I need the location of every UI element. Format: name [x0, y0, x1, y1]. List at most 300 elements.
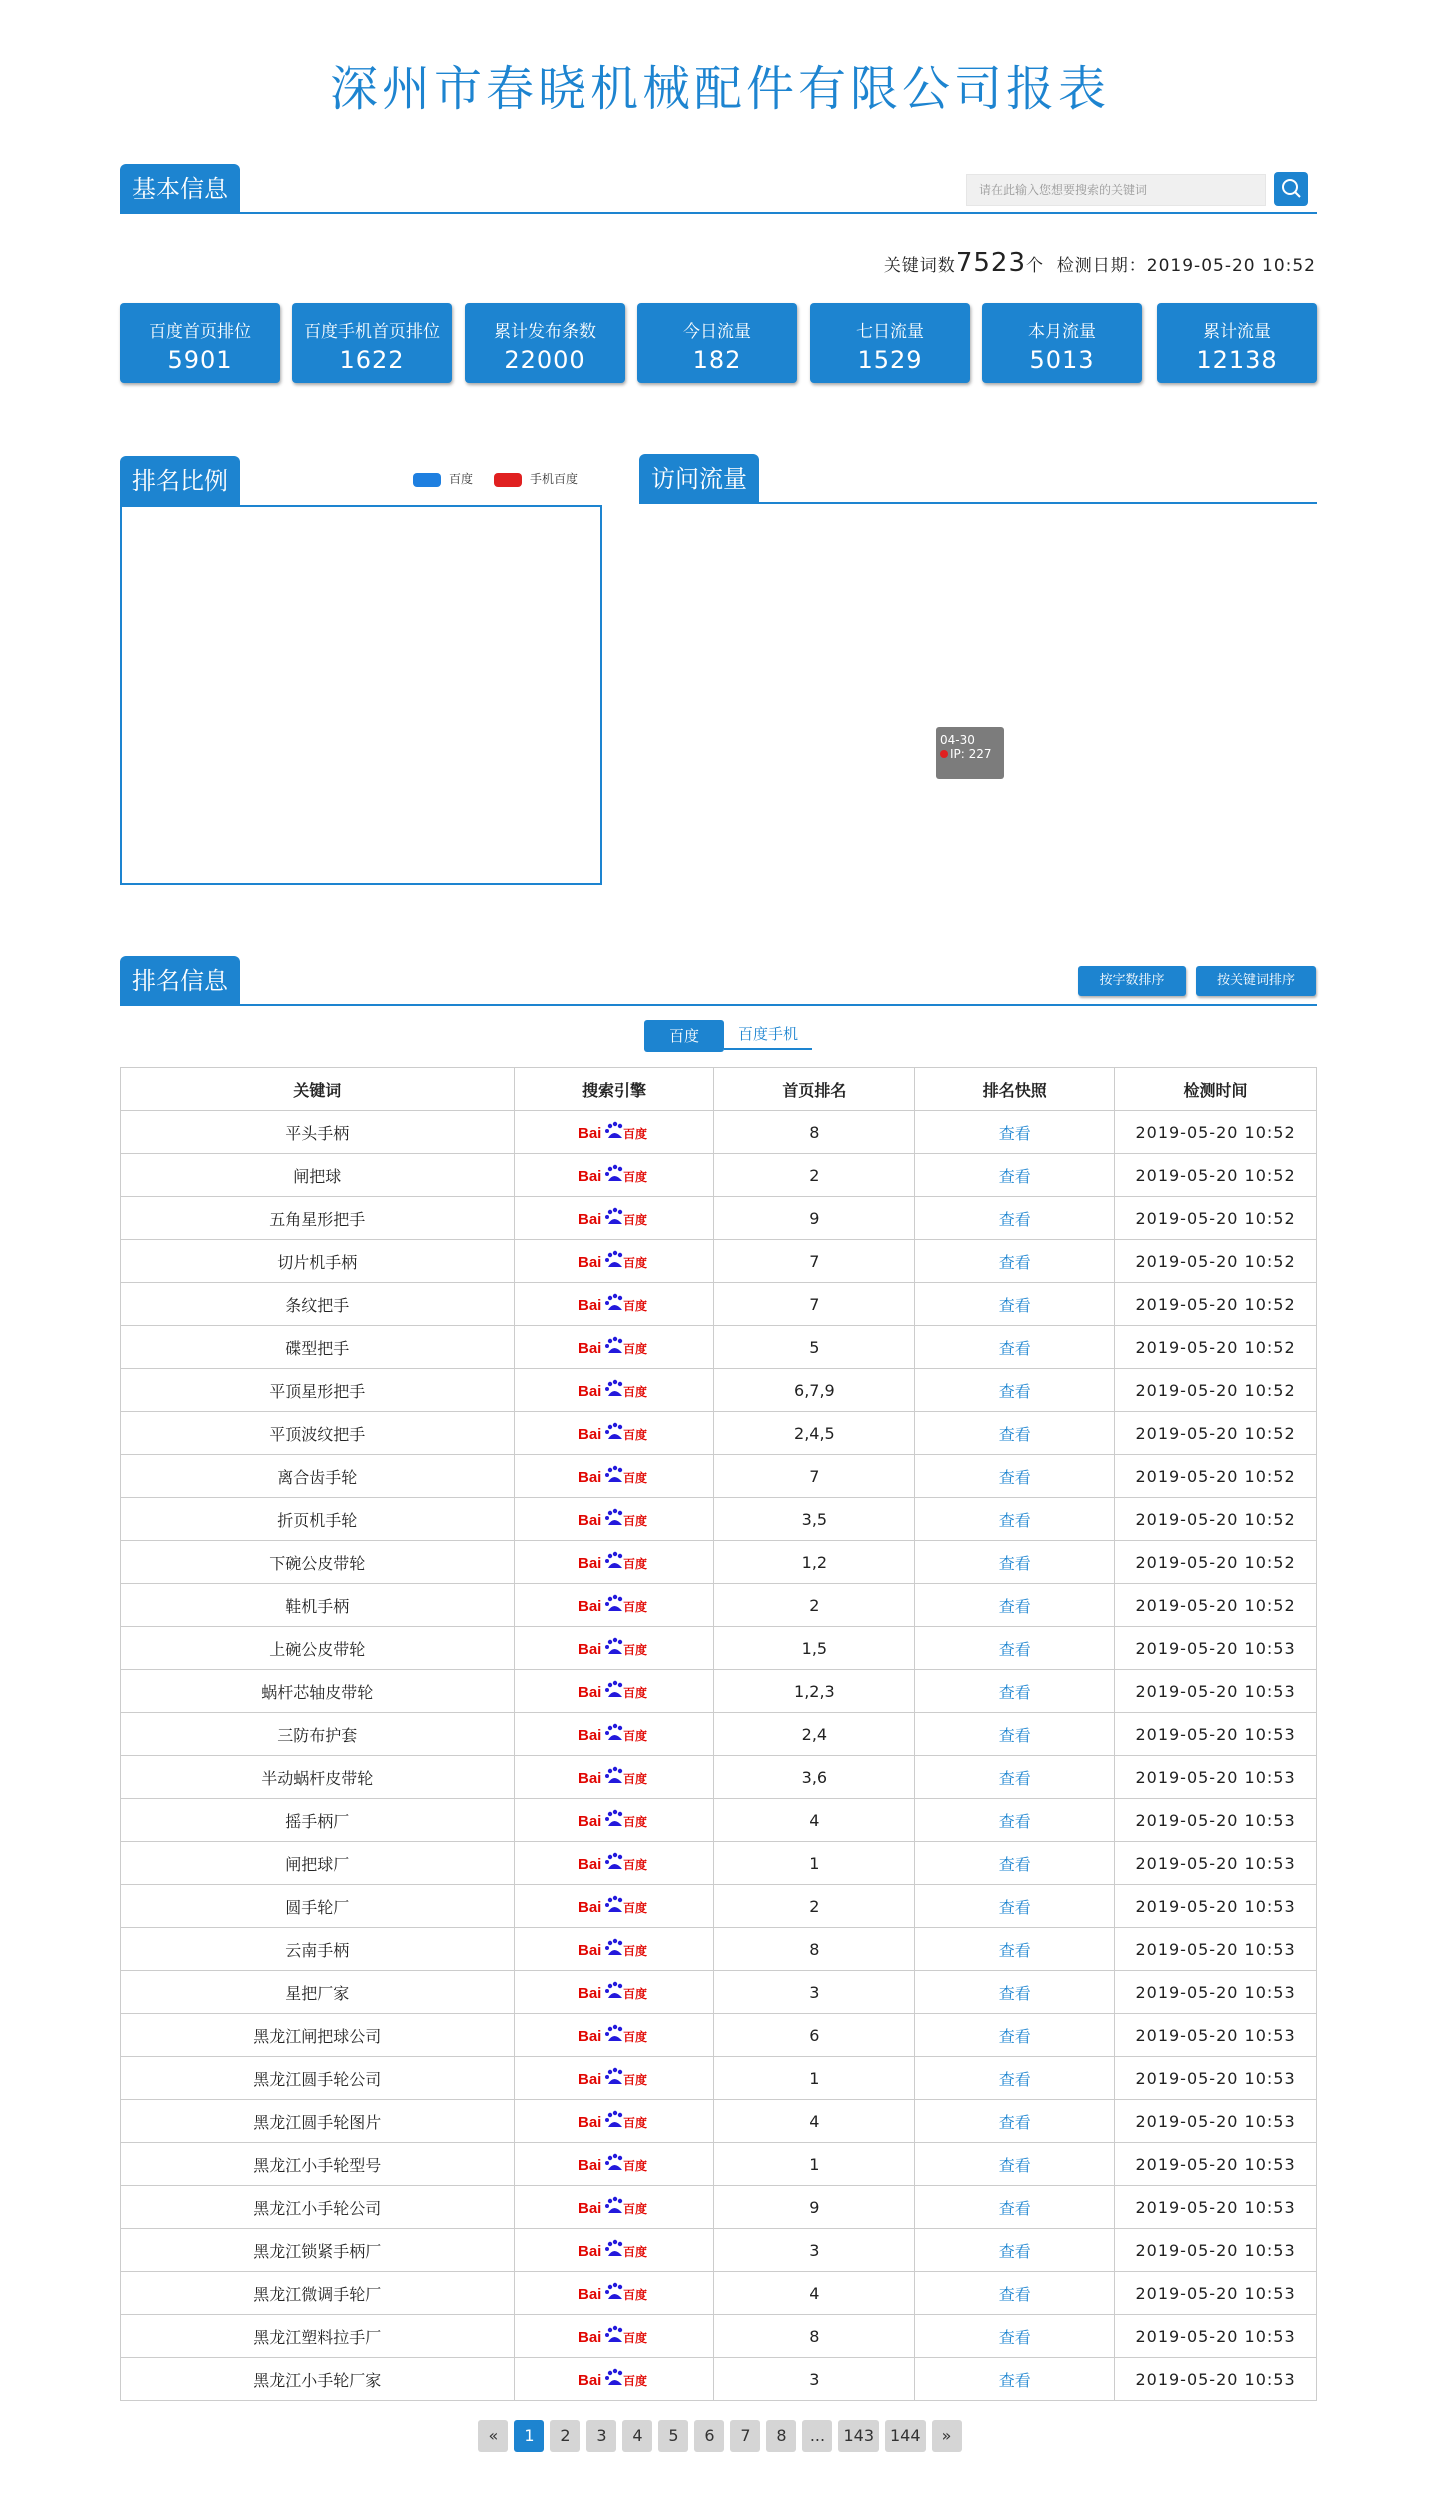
cell-rank: 3,5 — [714, 1498, 915, 1541]
svg-text:百度: 百度 — [623, 1514, 648, 1528]
cell-check-time: 2019-05-20 10:53 — [1115, 1971, 1317, 2014]
search-button[interactable] — [1274, 172, 1308, 206]
table-row — [121, 2229, 1317, 2272]
view-snapshot-link[interactable]: 查看 — [998, 1166, 1031, 1186]
svg-text:百度: 百度 — [623, 1557, 648, 1571]
cell-snapshot — [915, 1240, 1115, 1283]
cell-check-time: 2019-05-20 10:53 — [1115, 2229, 1317, 2272]
svg-text:百度: 百度 — [623, 2288, 648, 2302]
svg-text:Bai: Bai — [578, 1899, 602, 1916]
cell-snapshot — [915, 1369, 1115, 1412]
pager-page-button[interactable]: 2 — [550, 2420, 580, 2452]
svg-text:Bai: Bai — [578, 1942, 602, 1959]
cell-check-time: 2019-05-20 10:53 — [1115, 2358, 1317, 2401]
cell-check-time: 2019-05-20 10:53 — [1115, 2143, 1317, 2186]
table-row — [121, 1928, 1317, 1971]
svg-text:Bai: Bai — [578, 1985, 602, 2002]
view-snapshot-link[interactable]: 查看 — [998, 1725, 1031, 1745]
cell-engine — [514, 1412, 714, 1455]
baidu-logo-icon — [578, 2067, 650, 2089]
svg-text:Bai: Bai — [578, 2286, 602, 2303]
view-snapshot-link[interactable]: 查看 — [998, 1209, 1031, 1229]
svg-text:百度: 百度 — [623, 1127, 648, 1141]
table-row — [121, 1283, 1317, 1326]
cell-engine — [514, 1197, 714, 1240]
pager-page-button[interactable]: 8 — [766, 2420, 796, 2452]
table-row — [121, 2186, 1317, 2229]
stat-card — [120, 303, 280, 383]
cell-engine — [514, 1283, 714, 1326]
cell-rank: 2 — [714, 1885, 915, 1928]
cell-rank: 6,7,9 — [714, 1369, 915, 1412]
cell-engine — [514, 1498, 714, 1541]
svg-text:Bai: Bai — [578, 1555, 602, 1572]
svg-text:Bai: Bai — [578, 1641, 602, 1658]
cell-check-time: 2019-05-20 10:53 — [1115, 1885, 1317, 1928]
svg-text:Bai: Bai — [578, 1383, 602, 1400]
cell-keyword: 离合齿手轮 — [121, 1455, 515, 1498]
table-row — [121, 1197, 1317, 1240]
view-snapshot-link[interactable]: 查看 — [998, 1424, 1031, 1444]
baidu-logo-icon — [578, 2024, 650, 2046]
cell-check-time: 2019-05-20 10:53 — [1115, 1670, 1317, 1713]
cell-rank: 2,4 — [714, 1713, 915, 1756]
cell-rank: 1 — [714, 2143, 915, 2186]
cell-keyword: 圆手轮厂 — [121, 1885, 515, 1928]
legend-label-mobile-baidu: 手机百度 — [530, 472, 579, 486]
cell-rank: 4 — [714, 2272, 915, 2315]
sort-by-keyword-button[interactable]: 按关键词排序 — [1196, 966, 1316, 996]
svg-text:Bai: Bai — [578, 1254, 602, 1271]
table-row — [121, 2100, 1317, 2143]
svg-text:百度: 百度 — [623, 1858, 648, 1872]
cell-snapshot — [915, 1713, 1115, 1756]
stat-value: 1622 — [339, 346, 405, 374]
svg-text:百度: 百度 — [623, 1815, 648, 1829]
pager-page-button[interactable]: 6 — [694, 2420, 724, 2452]
view-snapshot-link[interactable]: 查看 — [998, 2112, 1031, 2132]
rank-table — [120, 1067, 1317, 2401]
cell-keyword: 折页机手轮 — [121, 1498, 515, 1541]
baidu-logo-icon — [578, 1723, 650, 1745]
pager-next-button[interactable]: » — [932, 2420, 962, 2452]
view-snapshot-link[interactable]: 查看 — [998, 2155, 1031, 2175]
table-row — [121, 1541, 1317, 1584]
svg-text:百度: 百度 — [623, 2374, 648, 2388]
view-snapshot-link[interactable]: 查看 — [998, 1596, 1031, 1616]
cell-keyword: 上碗公皮带轮 — [121, 1627, 515, 1670]
cell-rank: 2 — [714, 1584, 915, 1627]
view-snapshot-link[interactable]: 查看 — [998, 1252, 1031, 1272]
traffic-header — [639, 456, 1317, 504]
pager-page-button[interactable]: 144 — [885, 2420, 926, 2452]
stat-value: 12138 — [1196, 346, 1278, 374]
cell-rank: 2 — [714, 1154, 915, 1197]
cell-engine — [514, 1111, 714, 1154]
view-snapshot-link[interactable]: 查看 — [998, 1940, 1031, 1960]
legend-baidu[interactable] — [413, 470, 473, 487]
pager-page-button[interactable]: ... — [802, 2420, 832, 2452]
cell-check-time: 2019-05-20 10:53 — [1115, 1928, 1317, 1971]
cell-check-time: 2019-05-20 10:53 — [1115, 1756, 1317, 1799]
svg-text:Bai: Bai — [578, 1469, 602, 1486]
col-rank: 首页排名 — [714, 1068, 915, 1111]
svg-text:百度: 百度 — [623, 2030, 648, 2044]
cell-check-time: 2019-05-20 10:52 — [1115, 1154, 1317, 1197]
svg-text:百度: 百度 — [623, 1471, 648, 1485]
check-date-label: 检测日期： — [1056, 256, 1147, 276]
cell-rank: 4 — [714, 1799, 915, 1842]
baidu-logo-icon — [578, 1680, 650, 1702]
view-snapshot-link[interactable]: 查看 — [998, 1338, 1031, 1358]
svg-text:百度: 百度 — [623, 1643, 648, 1657]
stat-card — [982, 303, 1142, 383]
baidu-logo-icon — [578, 1250, 650, 1272]
table-row — [121, 1627, 1317, 1670]
svg-text:百度: 百度 — [623, 1729, 648, 1743]
stat-label: 累计流量 — [1203, 322, 1271, 342]
view-snapshot-link[interactable]: 查看 — [998, 1811, 1031, 1831]
cell-check-time: 2019-05-20 10:52 — [1115, 1240, 1317, 1283]
traffic-label: 访问流量 — [639, 454, 759, 504]
cell-keyword: 三防布护套 — [121, 1713, 515, 1756]
view-snapshot-link[interactable]: 查看 — [998, 2026, 1031, 2046]
view-snapshot-link[interactable]: 查看 — [998, 2370, 1031, 2390]
view-snapshot-link[interactable]: 查看 — [998, 1854, 1031, 1874]
cell-keyword: 黑龙江小手轮公司 — [121, 2186, 515, 2229]
stat-card — [1157, 303, 1317, 383]
view-snapshot-link[interactable]: 查看 — [998, 1768, 1031, 1788]
cell-check-time: 2019-05-20 10:52 — [1115, 1498, 1317, 1541]
cell-rank: 1,2 — [714, 1541, 915, 1584]
stat-value: 5901 — [167, 346, 233, 374]
search-icon — [1280, 178, 1302, 200]
svg-text:Bai: Bai — [578, 2071, 602, 2088]
cell-rank: 8 — [714, 1928, 915, 1971]
baidu-logo-icon — [578, 1422, 650, 1444]
table-row — [121, 1584, 1317, 1627]
svg-text:百度: 百度 — [623, 1385, 648, 1399]
cell-rank: 4 — [714, 2100, 915, 2143]
cell-check-time: 2019-05-20 10:53 — [1115, 2186, 1317, 2229]
table-row — [121, 1713, 1317, 1756]
cell-engine — [514, 1584, 714, 1627]
svg-text:Bai: Bai — [578, 1813, 602, 1830]
cell-snapshot — [915, 2315, 1115, 2358]
traffic-tooltip — [936, 727, 1004, 779]
keyword-unit: 个 — [1025, 256, 1044, 276]
baidu-logo-icon — [578, 1336, 650, 1358]
cell-keyword: 闸把球 — [121, 1154, 515, 1197]
cell-keyword: 黑龙江小手轮厂家 — [121, 2358, 515, 2401]
view-snapshot-link[interactable]: 查看 — [998, 1467, 1031, 1487]
baidu-logo-icon — [578, 1852, 650, 1874]
legend-mobile-baidu[interactable] — [494, 470, 578, 487]
cell-snapshot — [915, 2272, 1115, 2315]
cell-keyword: 下碗公皮带轮 — [121, 1541, 515, 1584]
legend-swatch-baidu — [413, 473, 441, 487]
cell-snapshot — [915, 1756, 1115, 1799]
cell-snapshot — [915, 1412, 1115, 1455]
cell-check-time: 2019-05-20 10:53 — [1115, 1713, 1317, 1756]
rank-ratio-chart — [120, 505, 602, 885]
baidu-logo-icon — [578, 1379, 650, 1401]
cell-rank: 2,4,5 — [714, 1412, 915, 1455]
cell-engine — [514, 2143, 714, 2186]
legend-label-baidu: 百度 — [449, 472, 474, 486]
search-input[interactable]: 请在此输入您想要搜索的关键词 — [966, 174, 1266, 206]
svg-text:Bai: Bai — [578, 1125, 602, 1142]
svg-text:Bai: Bai — [578, 1297, 602, 1314]
svg-text:百度: 百度 — [623, 1428, 648, 1442]
svg-text:Bai: Bai — [578, 1340, 602, 1357]
cell-engine — [514, 2057, 714, 2100]
view-snapshot-link[interactable]: 查看 — [998, 1897, 1031, 1917]
cell-engine — [514, 1713, 714, 1756]
svg-text:Bai: Bai — [578, 2372, 602, 2389]
stat-card — [810, 303, 970, 383]
pager-page-button[interactable]: 5 — [658, 2420, 688, 2452]
cell-keyword: 半动蜗杆皮带轮 — [121, 1756, 515, 1799]
svg-text:百度: 百度 — [623, 2245, 648, 2259]
sort-by-count-button[interactable]: 按字数排序 — [1078, 966, 1186, 996]
cell-engine — [514, 1971, 714, 2014]
view-snapshot-link[interactable]: 查看 — [998, 1123, 1031, 1143]
stat-label: 百度首页排位 — [149, 322, 251, 342]
cell-engine — [514, 1455, 714, 1498]
baidu-logo-icon — [578, 1207, 650, 1229]
view-snapshot-link[interactable]: 查看 — [998, 1553, 1031, 1573]
baidu-logo-icon — [578, 1637, 650, 1659]
baidu-logo-icon — [578, 2110, 650, 2132]
keyword-summary — [884, 248, 1316, 278]
cell-engine — [514, 2014, 714, 2057]
baidu-logo-icon — [578, 2239, 650, 2261]
tooltip-date: 04-30 — [940, 733, 975, 747]
cell-snapshot — [915, 1670, 1115, 1713]
svg-text:百度: 百度 — [623, 2073, 648, 2087]
cell-snapshot — [915, 1799, 1115, 1842]
cell-engine — [514, 2186, 714, 2229]
view-snapshot-link[interactable]: 查看 — [998, 1639, 1031, 1659]
stat-value: 5013 — [1029, 346, 1095, 374]
stat-value: 182 — [692, 346, 742, 374]
pagination — [0, 2420, 1440, 2452]
cell-engine — [514, 2272, 714, 2315]
tooltip-value: IP: 227 — [950, 747, 992, 761]
cell-rank: 9 — [714, 2186, 915, 2229]
view-snapshot-link[interactable]: 查看 — [998, 1510, 1031, 1530]
table-row — [121, 2014, 1317, 2057]
cell-check-time: 2019-05-20 10:52 — [1115, 1455, 1317, 1498]
cell-snapshot — [915, 1541, 1115, 1584]
stat-value: 1529 — [857, 346, 923, 374]
cell-engine — [514, 1885, 714, 1928]
cell-check-time: 2019-05-20 10:52 — [1115, 1369, 1317, 1412]
stat-label: 今日流量 — [683, 322, 751, 342]
svg-text:百度: 百度 — [623, 1772, 648, 1786]
cell-snapshot — [915, 2057, 1115, 2100]
view-snapshot-link[interactable]: 查看 — [998, 2241, 1031, 2261]
baidu-logo-icon — [578, 2325, 650, 2347]
svg-text:Bai: Bai — [578, 1598, 602, 1615]
cell-engine — [514, 1240, 714, 1283]
rank-info-label: 排名信息 — [120, 956, 240, 1006]
table-row — [121, 1412, 1317, 1455]
cell-snapshot — [915, 1584, 1115, 1627]
cell-check-time: 2019-05-20 10:53 — [1115, 1799, 1317, 1842]
svg-text:百度: 百度 — [623, 1170, 648, 1184]
svg-text:Bai: Bai — [578, 1856, 602, 1873]
cell-keyword: 黑龙江小手轮型号 — [121, 2143, 515, 2186]
svg-text:Bai: Bai — [578, 2028, 602, 2045]
cell-engine — [514, 1326, 714, 1369]
cell-snapshot — [915, 2358, 1115, 2401]
svg-text:百度: 百度 — [623, 2202, 648, 2216]
baidu-logo-icon — [578, 1551, 650, 1573]
cell-keyword: 摇手柄厂 — [121, 1799, 515, 1842]
cell-engine — [514, 1799, 714, 1842]
col-keyword: 关键词 — [121, 1068, 515, 1111]
cell-keyword: 闸把球厂 — [121, 1842, 515, 1885]
view-snapshot-link[interactable]: 查看 — [998, 1682, 1031, 1702]
check-date: 2019-05-20 10:52 — [1146, 256, 1316, 276]
svg-text:Bai: Bai — [578, 1727, 602, 1744]
cell-keyword: 星把厂家 — [121, 1971, 515, 2014]
cell-snapshot — [915, 1154, 1115, 1197]
svg-text:百度: 百度 — [623, 1686, 648, 1700]
basic-info-label: 基本信息 — [120, 164, 240, 214]
cell-rank: 8 — [714, 2315, 915, 2358]
cell-snapshot — [915, 1627, 1115, 1670]
cell-snapshot — [915, 1842, 1115, 1885]
cell-engine — [514, 1154, 714, 1197]
cell-check-time: 2019-05-20 10:52 — [1115, 1326, 1317, 1369]
table-row — [121, 1369, 1317, 1412]
tab-baidu-mobile[interactable]: 百度手机 — [724, 1020, 812, 1050]
table-row — [121, 2143, 1317, 2186]
cell-rank: 3 — [714, 2229, 915, 2272]
stat-value: 22000 — [504, 346, 586, 374]
svg-text:Bai: Bai — [578, 1426, 602, 1443]
view-snapshot-link[interactable]: 查看 — [998, 2198, 1031, 2218]
table-row — [121, 1756, 1317, 1799]
table-row — [121, 1885, 1317, 1928]
cell-engine — [514, 1928, 714, 1971]
cell-check-time: 2019-05-20 10:53 — [1115, 1627, 1317, 1670]
cell-snapshot — [915, 2229, 1115, 2272]
table-row — [121, 2272, 1317, 2315]
baidu-logo-icon — [578, 1293, 650, 1315]
cell-keyword: 黑龙江微调手轮厂 — [121, 2272, 515, 2315]
stat-label: 百度手机首页排位 — [304, 322, 440, 342]
view-snapshot-link[interactable]: 查看 — [998, 1983, 1031, 2003]
table-row — [121, 1799, 1317, 1842]
baidu-logo-icon — [578, 2368, 650, 2390]
legend-swatch-mobile-baidu — [494, 473, 522, 487]
baidu-logo-icon — [578, 1766, 650, 1788]
cell-rank: 3 — [714, 1971, 915, 2014]
svg-text:Bai: Bai — [578, 1770, 602, 1787]
stat-label: 七日流量 — [856, 322, 924, 342]
cell-keyword: 平顶波纹把手 — [121, 1412, 515, 1455]
cell-engine — [514, 2358, 714, 2401]
cell-rank: 3,6 — [714, 1756, 915, 1799]
table-row — [121, 1154, 1317, 1197]
table-row — [121, 2315, 1317, 2358]
cell-check-time: 2019-05-20 10:52 — [1115, 1541, 1317, 1584]
stat-card — [292, 303, 452, 383]
cell-keyword: 五角星形把手 — [121, 1197, 515, 1240]
svg-text:Bai: Bai — [578, 1512, 602, 1529]
cell-engine — [514, 1541, 714, 1584]
pager-page-button[interactable]: 4 — [622, 2420, 652, 2452]
pager-page-button[interactable]: 143 — [838, 2420, 879, 2452]
svg-text:百度: 百度 — [623, 2159, 648, 2173]
baidu-logo-icon — [578, 1895, 650, 1917]
rank-ratio-label: 排名比例 — [120, 456, 240, 506]
view-snapshot-link[interactable]: 查看 — [998, 1295, 1031, 1315]
pager-page-button[interactable]: 7 — [730, 2420, 760, 2452]
cell-check-time: 2019-05-20 10:53 — [1115, 2315, 1317, 2358]
cell-snapshot — [915, 1928, 1115, 1971]
svg-text:百度: 百度 — [623, 2116, 648, 2130]
svg-text:Bai: Bai — [578, 1684, 602, 1701]
view-snapshot-link[interactable]: 查看 — [998, 1381, 1031, 1401]
col-snapshot: 排名快照 — [915, 1068, 1115, 1111]
svg-text:百度: 百度 — [623, 1600, 648, 1614]
pager-page-button[interactable]: 1 — [514, 2420, 544, 2452]
view-snapshot-link[interactable]: 查看 — [998, 2327, 1031, 2347]
cell-check-time: 2019-05-20 10:52 — [1115, 1283, 1317, 1326]
stat-card — [637, 303, 797, 383]
baidu-logo-icon — [578, 1594, 650, 1616]
svg-text:Bai: Bai — [578, 2157, 602, 2174]
baidu-logo-icon — [578, 1164, 650, 1186]
pager-prev-button[interactable]: « — [478, 2420, 508, 2452]
cell-rank: 7 — [714, 1455, 915, 1498]
cell-check-time: 2019-05-20 10:53 — [1115, 2057, 1317, 2100]
cell-engine — [514, 1756, 714, 1799]
pager-page-button[interactable]: 3 — [586, 2420, 616, 2452]
stat-label: 累计发布条数 — [494, 322, 596, 342]
svg-text:百度: 百度 — [623, 1256, 648, 1270]
table-row — [121, 1326, 1317, 1369]
cell-rank: 8 — [714, 1111, 915, 1154]
svg-text:百度: 百度 — [623, 1342, 648, 1356]
cell-snapshot — [915, 1498, 1115, 1541]
svg-text:百度: 百度 — [623, 1944, 648, 1958]
cell-engine — [514, 2100, 714, 2143]
cell-rank: 1,5 — [714, 1627, 915, 1670]
tab-baidu[interactable]: 百度 — [644, 1020, 724, 1052]
baidu-logo-icon — [578, 1121, 650, 1143]
table-row — [121, 1670, 1317, 1713]
cell-keyword: 切片机手柄 — [121, 1240, 515, 1283]
cell-keyword: 黑龙江圆手轮图片 — [121, 2100, 515, 2143]
cell-snapshot — [915, 1885, 1115, 1928]
view-snapshot-link[interactable]: 查看 — [998, 2069, 1031, 2089]
keyword-count-label: 关键词数 — [883, 256, 956, 276]
table-row — [121, 1842, 1317, 1885]
cell-rank: 7 — [714, 1283, 915, 1326]
svg-text:百度: 百度 — [623, 2331, 648, 2345]
baidu-logo-icon — [578, 2196, 650, 2218]
view-snapshot-link[interactable]: 查看 — [998, 2284, 1031, 2304]
svg-text:百度: 百度 — [623, 1213, 648, 1227]
baidu-logo-icon — [578, 1465, 650, 1487]
stat-label: 本月流量 — [1028, 322, 1096, 342]
